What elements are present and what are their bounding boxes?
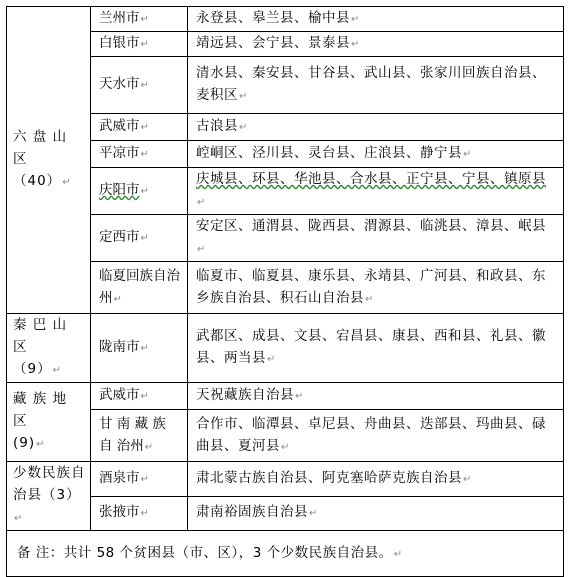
counties-cell: 靖远县、会宁县、景泰县↵ — [188, 32, 564, 57]
city-cell: 甘 南 藏 族 自 治州↵ — [91, 410, 188, 462]
table-row — [7, 496, 564, 531]
counties-cell: 安定区、通渭县、陇西县、渭源县、临洮县、漳县、岷县↵ — [188, 215, 564, 262]
city-cell: 平凉市↵ — [91, 141, 188, 168]
region-count: （40） — [13, 173, 62, 189]
table-row — [7, 462, 564, 497]
region-name: 秦 巴 山 区 — [13, 317, 68, 355]
region-cell: 秦 巴 山 区 （9）↵ — [7, 314, 91, 383]
footnote: 备 注：共计 58 个贫困县（市、区），3 个少数民族自治县。↵ — [7, 531, 564, 577]
poverty-county-table — [6, 6, 564, 577]
counties-cell: 庆城县、环县、华池县、合水县、正宁县、宁县、镇原县↵ — [188, 168, 564, 215]
counties-cell: 临夏市、临夏县、康乐县、永靖县、广河县、和政县、东乡族自治县、积石山自治县↵ — [188, 262, 564, 314]
table-row — [7, 141, 564, 168]
city-cell: 武威市↵ — [91, 383, 188, 410]
table-row — [7, 114, 564, 141]
region-count: （9） — [13, 361, 52, 377]
city-cell: 白银市↵ — [91, 32, 188, 57]
table-row — [7, 383, 564, 410]
region-name: 少数民族自治县（3） — [13, 465, 86, 503]
city-cell: 武威市↵ — [91, 114, 188, 141]
counties-cell: 肃南裕固族自治县↵ — [188, 496, 564, 531]
table-row — [7, 168, 564, 215]
table-row — [7, 314, 564, 383]
counties-cell: 古浪县↵ — [188, 114, 564, 141]
city-cell: 庆阳市↵ — [91, 168, 188, 215]
counties-cell: 清水县、秦安县、甘谷县、武山县、张家川回族自治县、麦积区↵ — [188, 57, 564, 114]
table-row — [7, 262, 564, 314]
city-cell: 天水市↵ — [91, 57, 188, 114]
region-name: 六 盘 山 区 — [13, 129, 68, 167]
return-mark: ↵ — [62, 177, 72, 188]
table-row — [7, 7, 564, 32]
region-count: (9) — [13, 435, 36, 451]
region-cell — [7, 7, 91, 314]
counties-cell: 永登县、皋兰县、榆中县↵ — [188, 7, 564, 32]
table-row — [7, 531, 564, 577]
region-cell: 藏 族 地 区 (9)↵ — [7, 383, 91, 462]
counties-cell: 武都区、成县、文县、宕昌县、康县、西和县、礼县、徽县、两当县↵ — [188, 314, 564, 383]
table-row — [7, 32, 564, 57]
city-cell: 兰州市↵ — [91, 7, 188, 32]
city-cell: 酒泉市↵ — [91, 462, 188, 497]
region-name: 藏 族 地 区 — [13, 391, 68, 429]
city-cell: 定西市↵ — [91, 215, 188, 262]
table-row — [7, 410, 564, 462]
counties-cell: 合作市、临潭县、卓尼县、舟曲县、迭部县、玛曲县、碌曲县、夏河县↵ — [188, 410, 564, 462]
city-cell: 张掖市↵ — [91, 496, 188, 531]
counties-cell: 肃北蒙古族自治县、阿克塞哈萨克族自治县↵ — [188, 462, 564, 497]
city-cell: 临夏回族自治州↵ — [91, 262, 188, 314]
city-cell: 陇南市↵ — [91, 314, 188, 383]
region-cell: 少数民族自治县（3）↵ — [7, 462, 91, 531]
table-row — [7, 57, 564, 114]
table-row — [7, 215, 564, 262]
counties-cell: 天祝藏族自治县↵ — [188, 383, 564, 410]
counties-cell: 崆峒区、泾川县、灵台县、庄浪县、静宁县↵ — [188, 141, 564, 168]
